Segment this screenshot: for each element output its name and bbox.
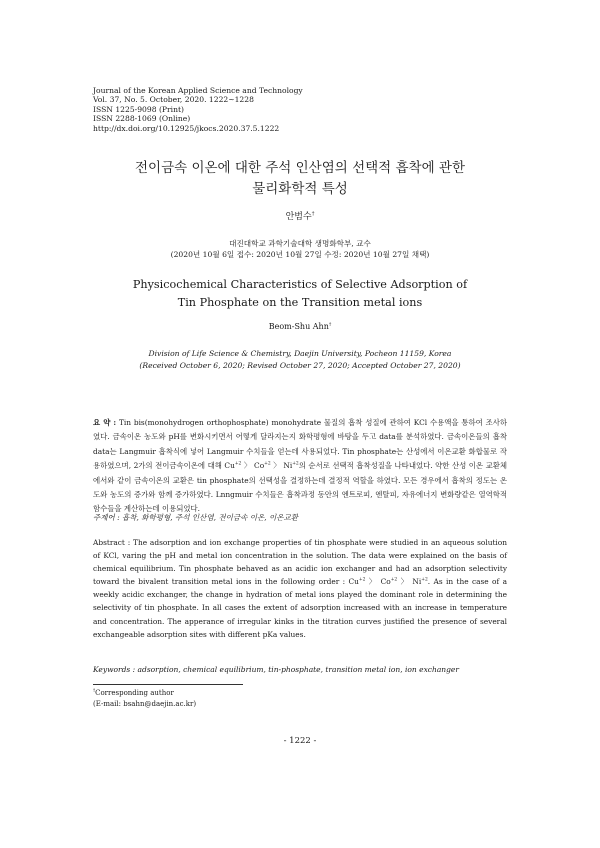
journal-volume: Vol. 37, No. 5. October, 2020. 1222~1228 — [93, 95, 254, 105]
english-abstract-text-2: . As in the case of a weekly acidic exchanger, the change in hydration of metal ions played the dominant role in determining the selectivity of tin phosphate. In all cases the extent of adsorption increased with an increase in temperature and concentration. The apperance of irregular kinks in the titration curves justified the presence of several exchangeable adsorption sites with different pKa values. — [93, 577, 508, 639]
korean-dates: (2020년 10월 6일 접수: 2020년 10월 27일 수정: 2020년 10월 27일 채택) — [170, 250, 430, 259]
korean-keywords: 주제어 : 흡착, 화학평형, 주석 인산염, 전이금속 이온, 이온교환 — [93, 513, 299, 522]
english-abstract-sep-1: 〉 Co — [365, 577, 391, 587]
issn-print: ISSN 1225-9098 (Print) — [93, 104, 184, 114]
english-abstract — [93, 536, 507, 641]
english-dates: (Received October 6, 2020; Revised October 27, 2020; Accepted October 27, 2020) — [139, 360, 461, 370]
english-keywords: Keywords : adsorption, chemical equilibrium, tin-phosphate, transition metal ion, ion exchanger — [93, 665, 459, 674]
footnote-mark: † — [93, 687, 96, 693]
korean-abstract-label: 요 약 : — [93, 418, 117, 427]
corresponding-mark: † — [311, 211, 315, 217]
english-abstract-text-1: The adsorption and ion exchange properties of tin phosphate were studied in an aqueous solution of KCl, varing the pH and metal ion concentration in the solution. The data were explained on the basis of chemical equilibrium. Tin phosphate behaved as an acidic ion exchanger and had an adsorption selectivity toward the bivalent transition metal ions in the following order : Cu — [93, 538, 507, 587]
korean-abstract-text-2: 의 순서로 선택적 흡착성질을 나타내었다. 약한 산성 이온 교환체에서와 같이 금속이온의 교환은 tin phosphate의 선택성을 결정하는데 결정적 역할을 하였다. 모든 경우에서 흡착의 정도는 온도와 농도의 증가와 함께 증가하였다. Lnngmuir 수치들은 흡착과정 동안의 엔트로피, 엔탈피, 자유에너지 변화량같은 열역학적 함수들을 계산하는데 이용되었다. — [93, 461, 507, 514]
en-co-charge: +2 — [390, 577, 398, 583]
english-title — [0, 276, 600, 312]
korean-author — [0, 209, 600, 222]
korean-abstract — [93, 416, 507, 517]
journal-info — [93, 86, 303, 133]
page-number: - 1222 - — [283, 736, 317, 746]
english-title-line1: Physicochemical Characteristics of Selective Adsorption of — [132, 278, 468, 291]
korean-abstract-text-1: Tin bis(monohydrogen orthophosphate) monohydrate 물질의 흡착 성질에 관하여 KCl 수용액을 통하여 조사하였다. 금속이온 농도와 pH를 변화시키면서 어떻게 달라지는지 화학평형에 바탕을 두고 data를 분석하였다. 금속이온들의 흡착 data는 Langmuir 흡착식에 넣어 Langmuir 수치들을 얻는데 사용되었다. Tin phosphate는 산성에서 이온교환 화합물로 작용하였으며, 2가의 전이금속이온에 대해 Cu — [93, 418, 507, 471]
korean-title — [0, 158, 600, 200]
doi-link[interactable]: http://dx.doi.org/10.12925/jkocs.2020.37.5.1222 — [93, 123, 280, 133]
en-cu-charge: +2 — [358, 577, 366, 583]
korean-affiliation: 대진대학교 과학기술대학 생명화학부, 교수 — [229, 239, 371, 248]
co-charge: +2 — [264, 461, 271, 467]
english-abstract-label: Abstract : — [93, 538, 131, 547]
footnote-email[interactable]: (E-mail: bsahn@daejin.ac.kr) — [93, 700, 197, 708]
korean-abstract-sep-2: 〉 Ni — [270, 461, 293, 471]
footnote-corresponding: Corresponding author — [95, 689, 174, 697]
korean-affiliation-block — [0, 238, 600, 260]
en-ni-charge: +2 — [421, 577, 428, 583]
ni-charge: +2 — [292, 461, 299, 467]
footnote-divider — [93, 684, 243, 685]
korean-author-name: 안범수 — [285, 212, 312, 222]
journal-name: Journal of the Korean Applied Science and Technology — [93, 86, 303, 95]
english-abstract-sep-2: 〉 Ni — [397, 577, 422, 587]
english-corresponding-mark: † — [328, 322, 332, 328]
footnote — [93, 688, 196, 710]
english-author — [0, 322, 600, 331]
korean-abstract-sep-1: 〉 Co — [241, 461, 265, 471]
cu-charge: +2 — [234, 461, 242, 467]
korean-title-line1: 전이금속 이온에 대한 주석 인산염의 선택적 흡착에 관한 — [135, 160, 465, 176]
english-affiliation: Division of Life Science & Chemistry, Daejin University, Pocheon 11159, Korea — [148, 349, 452, 358]
english-title-line2: Tin Phosphate on the Transition metal ions — [177, 296, 423, 309]
issn-online: ISSN 2288-1069 (Online) — [93, 114, 191, 124]
english-affiliation-block — [0, 348, 600, 371]
english-author-name: Beom-Shu Ahn — [268, 322, 329, 331]
korean-title-line2: 물리화학적 특성 — [252, 181, 348, 197]
